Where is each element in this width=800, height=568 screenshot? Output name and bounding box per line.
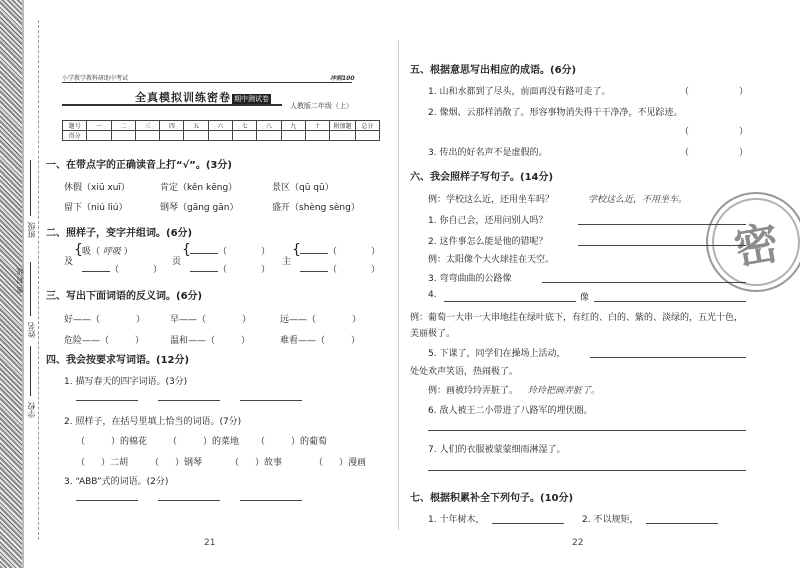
pinyin-item[interactable]: 盛开（shèng sèng）	[272, 203, 360, 213]
score-header-cell: 三	[135, 121, 159, 131]
name-label: 姓名	[27, 322, 36, 338]
score-header-cell: 六	[208, 121, 232, 131]
answer-line[interactable]	[76, 500, 138, 501]
seal-text: 密 封 线	[16, 268, 24, 294]
score-header-cell: 附加题	[330, 121, 355, 131]
brace-icon: {	[292, 242, 301, 258]
answer-line[interactable]	[158, 400, 220, 401]
idiom-question: 3. 传出的好名声不是虚假的。	[428, 148, 548, 158]
edition-text: 人教版二年级（上）	[290, 102, 353, 110]
antonym-word: 危险——	[64, 336, 101, 346]
antonym-item[interactable]: 难看——（ ）	[280, 336, 361, 346]
score-cell[interactable]	[135, 131, 159, 141]
header-rule-bottom	[62, 104, 282, 106]
example-row: 吸（ 呼吸 ）	[82, 247, 133, 257]
section-1-title: 一、在带点字的正确读音上打“√”。(3分)	[46, 160, 232, 171]
page-divider	[398, 40, 399, 530]
score-header-cell: 五	[184, 121, 208, 131]
fill-item[interactable]: （ ）漫画	[314, 458, 367, 468]
fill-word: 二胡	[110, 458, 129, 468]
blank-row[interactable]: （ ）	[82, 262, 162, 275]
section-2-title: 二、照样子，变字并组词。(6分)	[46, 228, 193, 239]
example-sentence: 例：太阳像个大火球挂在天空。	[428, 255, 555, 265]
s6-question-mid: 像	[580, 293, 590, 303]
confidential-stamp: 密	[698, 184, 800, 300]
score-cell[interactable]	[305, 131, 329, 141]
seal-dashed-line	[38, 20, 39, 540]
fill-word: 的葡萄	[300, 437, 328, 447]
score-cell[interactable]	[257, 131, 281, 141]
score-cell[interactable]	[281, 131, 305, 141]
answer-paren[interactable]: （ ）	[680, 148, 749, 158]
antonym-word: 好——	[64, 315, 92, 325]
score-header-row	[63, 121, 380, 131]
section-4-title: 四、我会按要求写词语。(12分)	[46, 355, 190, 366]
exam-title: 全真模拟训练密卷	[135, 91, 231, 104]
page-number-left: 21	[204, 538, 216, 548]
pinyin-item[interactable]: 景区（qū qū）	[272, 183, 334, 193]
blank-row[interactable]: （ ）	[300, 244, 380, 257]
fill-item[interactable]: （ ）故事	[230, 458, 283, 468]
answer-line[interactable]	[428, 470, 746, 471]
s4-question-1: 1. 描写春天的四字词语。(3分)	[64, 377, 188, 387]
antonym-word: 难看——	[280, 336, 317, 346]
example-word: 呼吸	[102, 247, 121, 257]
grade-tag: 冲刺100	[330, 75, 355, 82]
section-5-title: 五、根据意思写出相应的成语。(6分)	[410, 65, 577, 76]
brace-icon: {	[74, 242, 83, 258]
antonym-item[interactable]: 远——（ ）	[280, 315, 362, 325]
brace-icon: {	[182, 242, 191, 258]
section-6-title: 六、我会照样子写句子。(14分)	[410, 172, 554, 183]
section-7-title: 七、根据积累补全下列句子。(10分)	[410, 493, 574, 504]
score-header-cell: 总分	[355, 121, 379, 131]
section-3-title: 三、写出下面词语的反义词。(6分)	[46, 291, 203, 302]
blank-row[interactable]: （ ）	[300, 262, 380, 275]
s6-question: 5. 下课了，同学们在操场上活动，	[428, 349, 566, 359]
fill-item[interactable]: （ ）的菜地	[168, 437, 240, 447]
s6-question-num: 4.	[428, 290, 437, 300]
answer-line[interactable]	[646, 523, 718, 524]
name-line	[30, 262, 31, 316]
antonym-item[interactable]: 早——（ ）	[170, 315, 252, 325]
score-cell[interactable]	[87, 131, 111, 141]
fill-word: 漫画	[348, 458, 367, 468]
answer-line[interactable]	[76, 400, 138, 401]
fill-item[interactable]: （ ）二胡	[76, 458, 129, 468]
example-sentence: 例：学校这么近，还用坐车吗？	[428, 195, 555, 205]
example-paragraph: 例：葡萄一大串一大串地挂在绿叶底下，有红的、白的、紫的、淡绿的，五光十色，美丽极了。	[410, 313, 744, 339]
answer-line[interactable]	[542, 282, 746, 283]
example-answer: 玲玲把画弄脏了。	[528, 386, 601, 396]
answer-line[interactable]	[240, 400, 302, 401]
antonym-word: 远——	[280, 315, 308, 325]
blank-row[interactable]: （ ）	[190, 244, 270, 257]
score-header-cell: 四	[160, 121, 184, 131]
score-cell[interactable]	[208, 131, 232, 141]
answer-line[interactable]	[590, 357, 746, 358]
pinyin-item[interactable]: 钢琴（gāng gān）	[160, 203, 239, 213]
answer-paren[interactable]: （ ）	[680, 87, 749, 97]
fill-item[interactable]: （ ）钢琴	[150, 458, 203, 468]
answer-line[interactable]	[240, 500, 302, 501]
school-label: 学校	[27, 402, 36, 418]
fill-word: 的棉花	[120, 437, 148, 447]
header-rule-top	[62, 82, 352, 83]
score-row-label: 得分	[63, 131, 87, 141]
score-header-cell: 一	[87, 121, 111, 131]
antonym-word: 早——	[170, 315, 198, 325]
score-cell[interactable]	[184, 131, 208, 141]
score-cell[interactable]	[233, 131, 257, 141]
score-header-cell: 题号	[63, 121, 87, 131]
example-new-char: 吸	[82, 247, 92, 257]
score-header-cell: 七	[233, 121, 257, 131]
example-char: 及	[64, 257, 74, 267]
class-line	[30, 160, 31, 216]
blank-row[interactable]: （ ）	[190, 262, 270, 275]
exam-title-block	[135, 86, 271, 105]
fill-item[interactable]: （ ）的葡萄	[256, 437, 328, 447]
answer-paren[interactable]: （ ）	[680, 127, 749, 137]
s6-question: 1. 你自己会，还用问别人吗？	[428, 216, 548, 226]
antonym-item[interactable]: 好——（ ）	[64, 315, 146, 325]
example-sentence: 例：画被玲玲弄脏了。	[428, 386, 519, 396]
school-line	[30, 346, 31, 396]
s6-question: 2. 这件事怎么能是他的错呢？	[428, 237, 548, 247]
exam-title-tag: 期中测试卷	[234, 95, 269, 103]
char-gong: 贡	[172, 257, 182, 267]
answer-line[interactable]	[428, 430, 746, 431]
char-zhu: 主	[282, 257, 292, 267]
page-number-right: 22	[572, 538, 584, 548]
answer-line[interactable]	[578, 245, 746, 246]
pinyin-item[interactable]: 休假（xiū xuī）	[64, 183, 130, 193]
fill-word: 钢琴	[184, 458, 203, 468]
score-value-row	[63, 131, 380, 141]
publisher-text: 小学教学教科研助中考试	[62, 75, 129, 82]
s6-question-tail: 处处欢声笑语，热闹极了。	[410, 367, 519, 377]
answer-line[interactable]	[578, 224, 746, 225]
class-label: 班级	[27, 222, 36, 238]
idiom-question: 1. 山和水都到了尽头，前面再没有路可走了。	[428, 87, 611, 97]
answer-line[interactable]	[594, 301, 746, 302]
score-cell[interactable]	[111, 131, 135, 141]
fill-word: 的菜地	[212, 437, 240, 447]
score-header-cell: 十	[305, 121, 329, 131]
pinyin-item[interactable]: 肯定（kěn kēng）	[160, 183, 238, 193]
score-cell[interactable]	[330, 131, 355, 141]
answer-line[interactable]	[444, 301, 576, 302]
score-cell[interactable]	[355, 131, 379, 141]
s7-question: 2. 不以规矩，	[582, 515, 639, 525]
pinyin-item[interactable]: 留下（niú liú）	[64, 203, 128, 213]
score-header-cell: 九	[281, 121, 305, 131]
answer-line[interactable]	[158, 500, 220, 501]
antonym-item[interactable]: 危险——（ ）	[64, 336, 145, 346]
example-answer: 学校这么近，不用坐车。	[588, 195, 688, 205]
idiom-question: 2. 像烟、云那样消散了。形容事物消失得干干净净，不见踪迹。	[428, 108, 683, 118]
fill-item[interactable]: （ ）的棉花	[76, 437, 148, 447]
s6-question: 6. 敌人被王二小带进了八路军的埋伏圈。	[428, 406, 593, 416]
s6-question: 3. 弯弯曲曲的公路像	[428, 274, 512, 284]
score-cell[interactable]	[160, 131, 184, 141]
answer-line[interactable]	[492, 523, 564, 524]
antonym-word: 温和——	[170, 336, 207, 346]
score-header-cell: 八	[257, 121, 281, 131]
s4-question-3: 3. “ABB”式的词语。(2分)	[64, 477, 169, 487]
antonym-item[interactable]: 温和——（ ）	[170, 336, 251, 346]
fill-word: 故事	[264, 458, 283, 468]
s7-question: 1. 十年树木，	[428, 515, 485, 525]
s4-question-2: 2. 照样子，在括号里填上恰当的词语。(7分)	[64, 417, 242, 427]
score-header-cell: 二	[111, 121, 135, 131]
score-table	[62, 120, 380, 141]
s6-question: 7. 人们的衣服被蒙蒙细雨淋湿了。	[428, 445, 566, 455]
